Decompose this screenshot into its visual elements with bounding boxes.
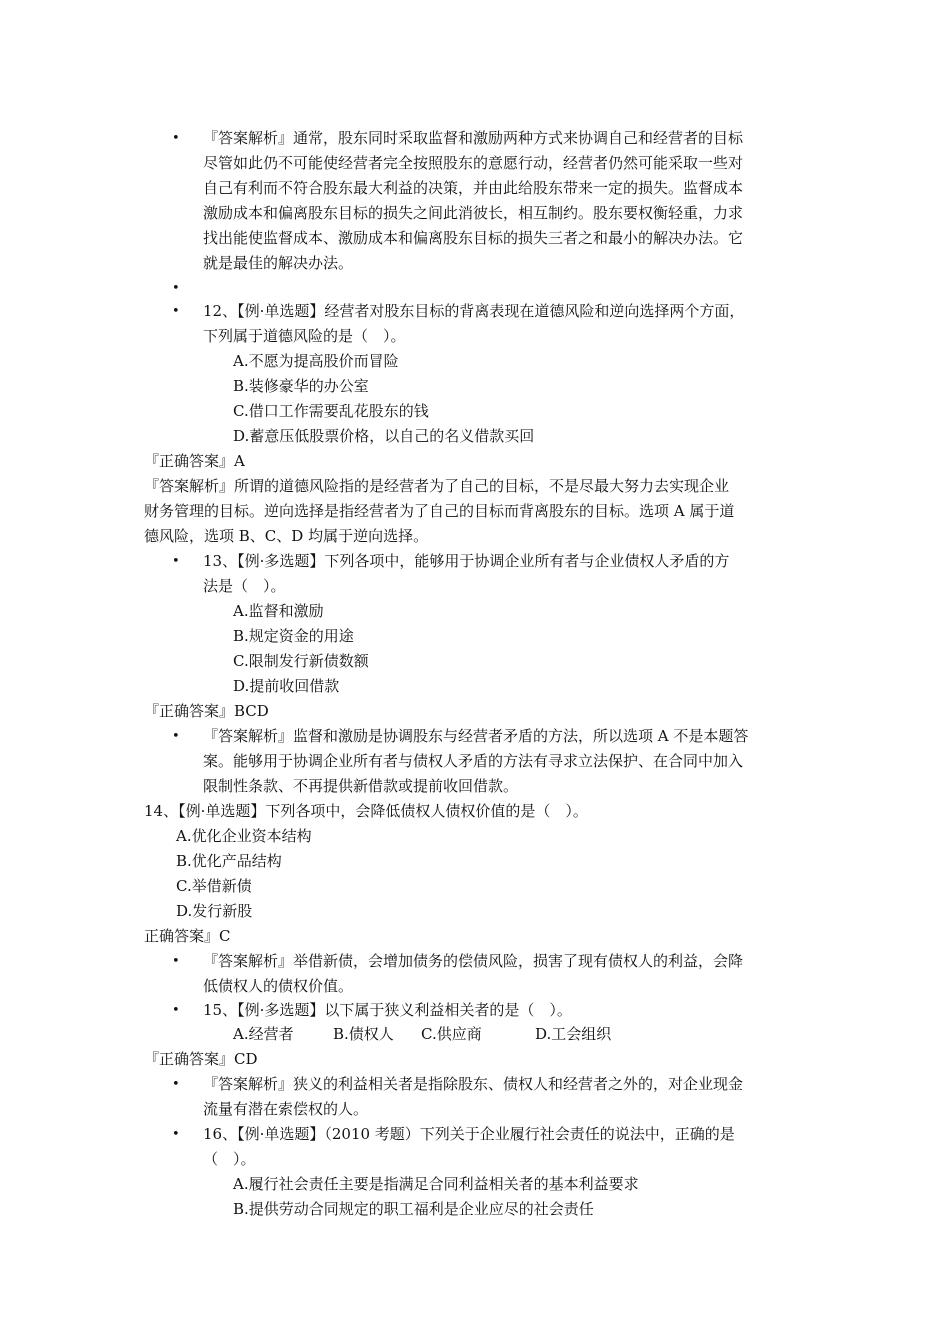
option-c: C.限制发行新债数额 bbox=[233, 652, 369, 670]
analysis-line: 找出能使监督成本、激励成本和偏离股东目标的损失三者之和最小的解决办法。它 bbox=[203, 229, 744, 247]
question-12-line: 下列属于道德风险的是（ ）。 bbox=[203, 327, 406, 345]
bullet bbox=[172, 299, 180, 324]
correct-answer: 『正确答案』BCD bbox=[144, 702, 269, 720]
analysis-line: 流量有潜在索偿权的人。 bbox=[203, 1100, 369, 1118]
correct-answer: 『正确答案』CD bbox=[144, 1050, 258, 1068]
bullet bbox=[172, 1072, 180, 1097]
analysis-line: 低债权人的债权价值。 bbox=[203, 977, 354, 995]
option-b: B.装修豪华的办公室 bbox=[233, 377, 369, 395]
option-d: D.蓄意压低股票价格，以自己的名义借款买回 bbox=[233, 427, 535, 445]
analysis-line: 『答案解析』举借新债，会增加债务的偿债风险，损害了现有债权人的利益，会降 bbox=[203, 952, 744, 970]
option-d: D.发行新股 bbox=[176, 902, 253, 920]
question-16: 16、【例·单选题】（2010 考题）下列关于企业履行社会责任的说法中，正确的是 bbox=[203, 1125, 735, 1143]
option-d: D.工会组织 bbox=[535, 1025, 612, 1043]
analysis-line: 案。能够用于协调企业所有者与债权人矛盾的方法有寻求立法保护、在合同中加入 bbox=[203, 752, 744, 770]
option-c: C.举借新债 bbox=[176, 877, 252, 895]
question-15: 15、【例·多选题】以下属于狭义利益相关者的是（ ）。 bbox=[203, 1001, 572, 1019]
analysis-line: 财务管理的目标。逆向选择是指经营者为了自己的目标而背离股东的目标。选项 A 属于道 bbox=[144, 502, 735, 520]
bullet bbox=[172, 998, 180, 1023]
analysis-line: 『答案解析』监督和激励是协调股东与经营者矛盾的方法，所以选项 A 不是本题答 bbox=[203, 727, 749, 745]
analysis-line: 尽管如此仍不可能使经营者完全按照股东的意愿行动，经营者仍然可能采取一些对 bbox=[203, 154, 744, 172]
option-d: D.提前收回借款 bbox=[233, 677, 340, 695]
bullet bbox=[172, 276, 180, 301]
option-a: A.履行社会责任主要是指满足合同利益相关者的基本利益要求 bbox=[233, 1175, 639, 1193]
question-12: 12、【例·单选题】经营者对股东目标的背离表现在道德风险和逆向选择两个方面， bbox=[203, 302, 745, 320]
option-b: B.债权人 bbox=[333, 1025, 394, 1043]
question-13: 13、【例·多选题】下列各项中，能够用于协调企业所有者与企业债权人矛盾的方 bbox=[203, 552, 730, 570]
analysis-line: 『答案解析』通常，股东同时采取监督和激励两种方式来协调自己和经营者的目标 bbox=[203, 129, 744, 147]
analysis-line: 自己有利而不符合股东最大利益的决策，并由此给股东带来一定的损失。监督成本 bbox=[203, 179, 744, 197]
question-16-line: （ ）。 bbox=[203, 1150, 256, 1168]
analysis-line: 限制性条款、不再提供新借款或提前收回借款。 bbox=[203, 777, 519, 795]
option-a: A.经营者 bbox=[233, 1025, 294, 1043]
correct-answer: 『正确答案』A bbox=[144, 452, 245, 470]
option-a: A.监督和激励 bbox=[233, 602, 324, 620]
question-13-line: 法是（ ）。 bbox=[203, 577, 286, 595]
analysis-line: 『答案解析』狭义的利益相关者是指除股东、债权人和经营者之外的，对企业现金 bbox=[203, 1075, 744, 1093]
option-a: A.不愿为提高股价而冒险 bbox=[233, 352, 399, 370]
option-a: A.优化企业资本结构 bbox=[176, 827, 312, 845]
option-b: B.优化产品结构 bbox=[176, 852, 282, 870]
analysis-line: 就是最佳的解决办法。 bbox=[203, 254, 354, 272]
analysis-line: 激励成本和偏离股东目标的损失之间此消彼长，相互制约。股东要权衡轻重，力求 bbox=[203, 204, 744, 222]
bullet bbox=[172, 949, 180, 974]
option-c: C.供应商 bbox=[421, 1025, 482, 1043]
option-c: C.借口工作需要乱花股东的钱 bbox=[233, 402, 429, 420]
analysis-line: 德风险，选项 B、C、D 均属于逆向选择。 bbox=[144, 527, 429, 545]
correct-answer: 正确答案』C bbox=[144, 927, 231, 945]
option-b: B.提供劳动合同规定的职工福利是企业应尽的社会责任 bbox=[233, 1200, 594, 1218]
bullet bbox=[172, 724, 180, 749]
option-b: B.规定资金的用途 bbox=[233, 627, 354, 645]
bullet bbox=[172, 1122, 180, 1147]
bullet bbox=[172, 549, 180, 574]
analysis-line: 『答案解析』所谓的道德风险指的是经营者为了自己的目标，不是尽最大努力去实现企业 bbox=[144, 477, 730, 495]
bullet bbox=[172, 126, 180, 151]
question-14: 14、【例·单选题】下列各项中，会降低债权人债权价值的是（ ）。 bbox=[144, 802, 588, 820]
